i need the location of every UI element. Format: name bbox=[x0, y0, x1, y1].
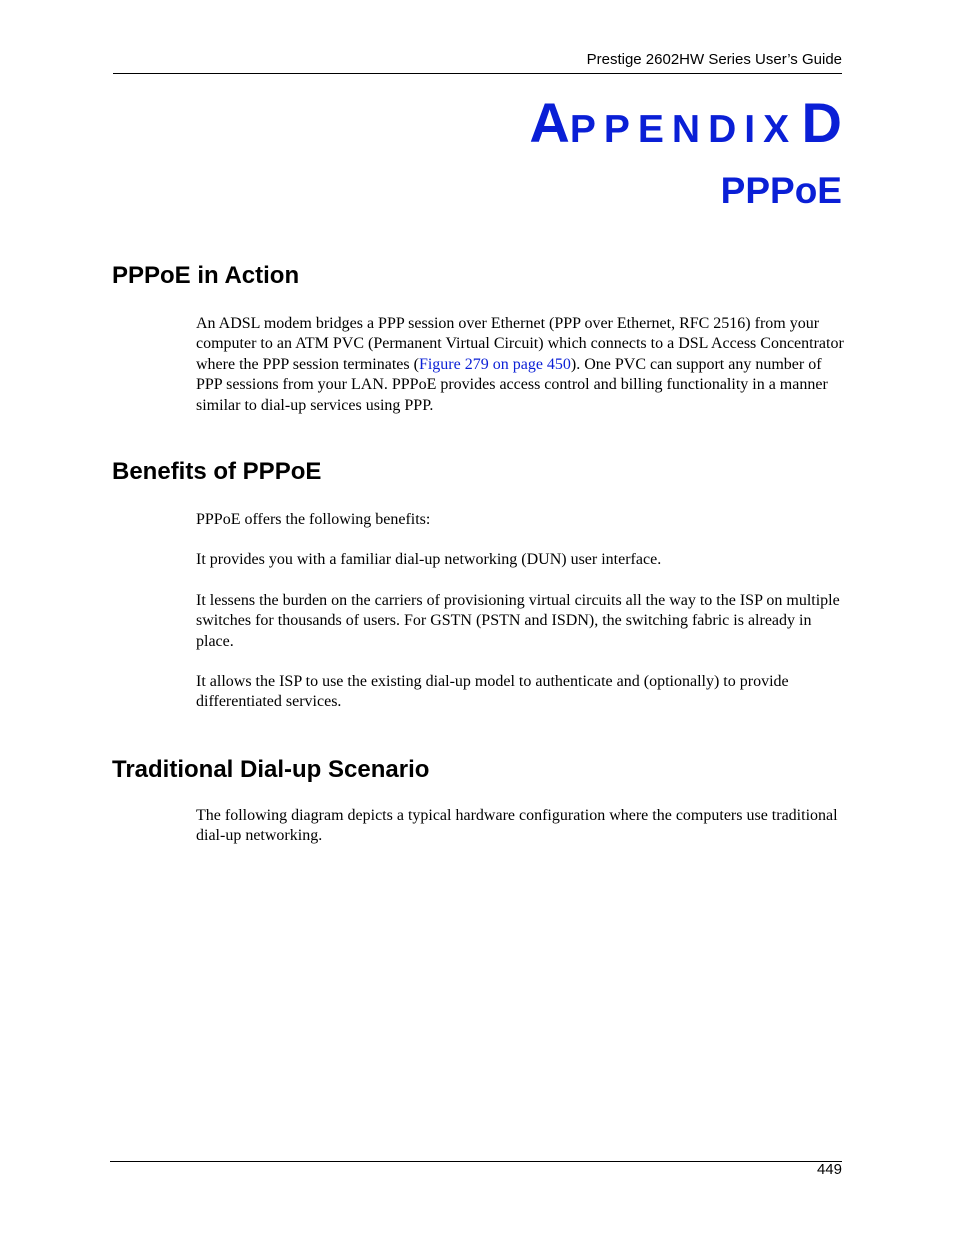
figure-link[interactable]: Figure 279 on page 450 bbox=[418, 355, 571, 373]
paragraph-benefit-3: It allows the ISP to use the existing dial-up model to authenticate and (optionally) to provide differentiated services. bbox=[196, 673, 789, 711]
paragraph-traditional: The following diagram depicts a typical hardware configuration where the computers use traditional dial-up networking. bbox=[196, 807, 838, 845]
paragraph-action-start: An ADSL modem bridges a PPP session over Ethernet (PPP over Ethernet, RFC 2516) from your computer to an ATM PVC (Permanent Virtual Circuit) which connects to a DSL Access Concentrator where the PPP session terminates ( bbox=[196, 315, 844, 373]
footer-divider bbox=[110, 1161, 842, 1162]
paragraph-benefit-1: It provides you with a familiar dial-up networking (DUN) user interface. bbox=[196, 551, 662, 568]
section-heading-action: PPPoE in Action bbox=[112, 262, 300, 289]
appendix-title-rest: PPENDIX bbox=[569, 108, 798, 151]
appendix-subtitle: PPPoE bbox=[720, 170, 842, 211]
paragraph-action bbox=[196, 314, 846, 416]
running-header: Prestige 2602HW Series User’s Guide bbox=[586, 51, 842, 68]
paragraph-benefit-2: It lessens the burden on the carriers of provisioning virtual circuits all the way to the ISP on multiple switches for thousands of users. For GSTN (PSTN and ISDN), the switching fabric is already in place. bbox=[196, 592, 840, 650]
page-number: 449 bbox=[816, 1161, 842, 1178]
appendix-title-letter: D bbox=[801, 91, 842, 154]
appendix-title bbox=[529, 91, 842, 154]
appendix-title-initial: A bbox=[529, 91, 570, 154]
section-heading-traditional: Traditional Dial-up Scenario bbox=[112, 756, 430, 783]
header-divider bbox=[113, 73, 842, 74]
section-heading-benefits: Benefits of PPPoE bbox=[112, 458, 322, 485]
paragraph-benefits-intro: PPPoE offers the following benefits: bbox=[196, 511, 431, 528]
paragraph-action-end: ). One PVC can support any number of PPP sessions from your LAN. PPPoE provides access control and billing functionality in a manner similar to dial-up services using PPP. bbox=[196, 355, 828, 414]
